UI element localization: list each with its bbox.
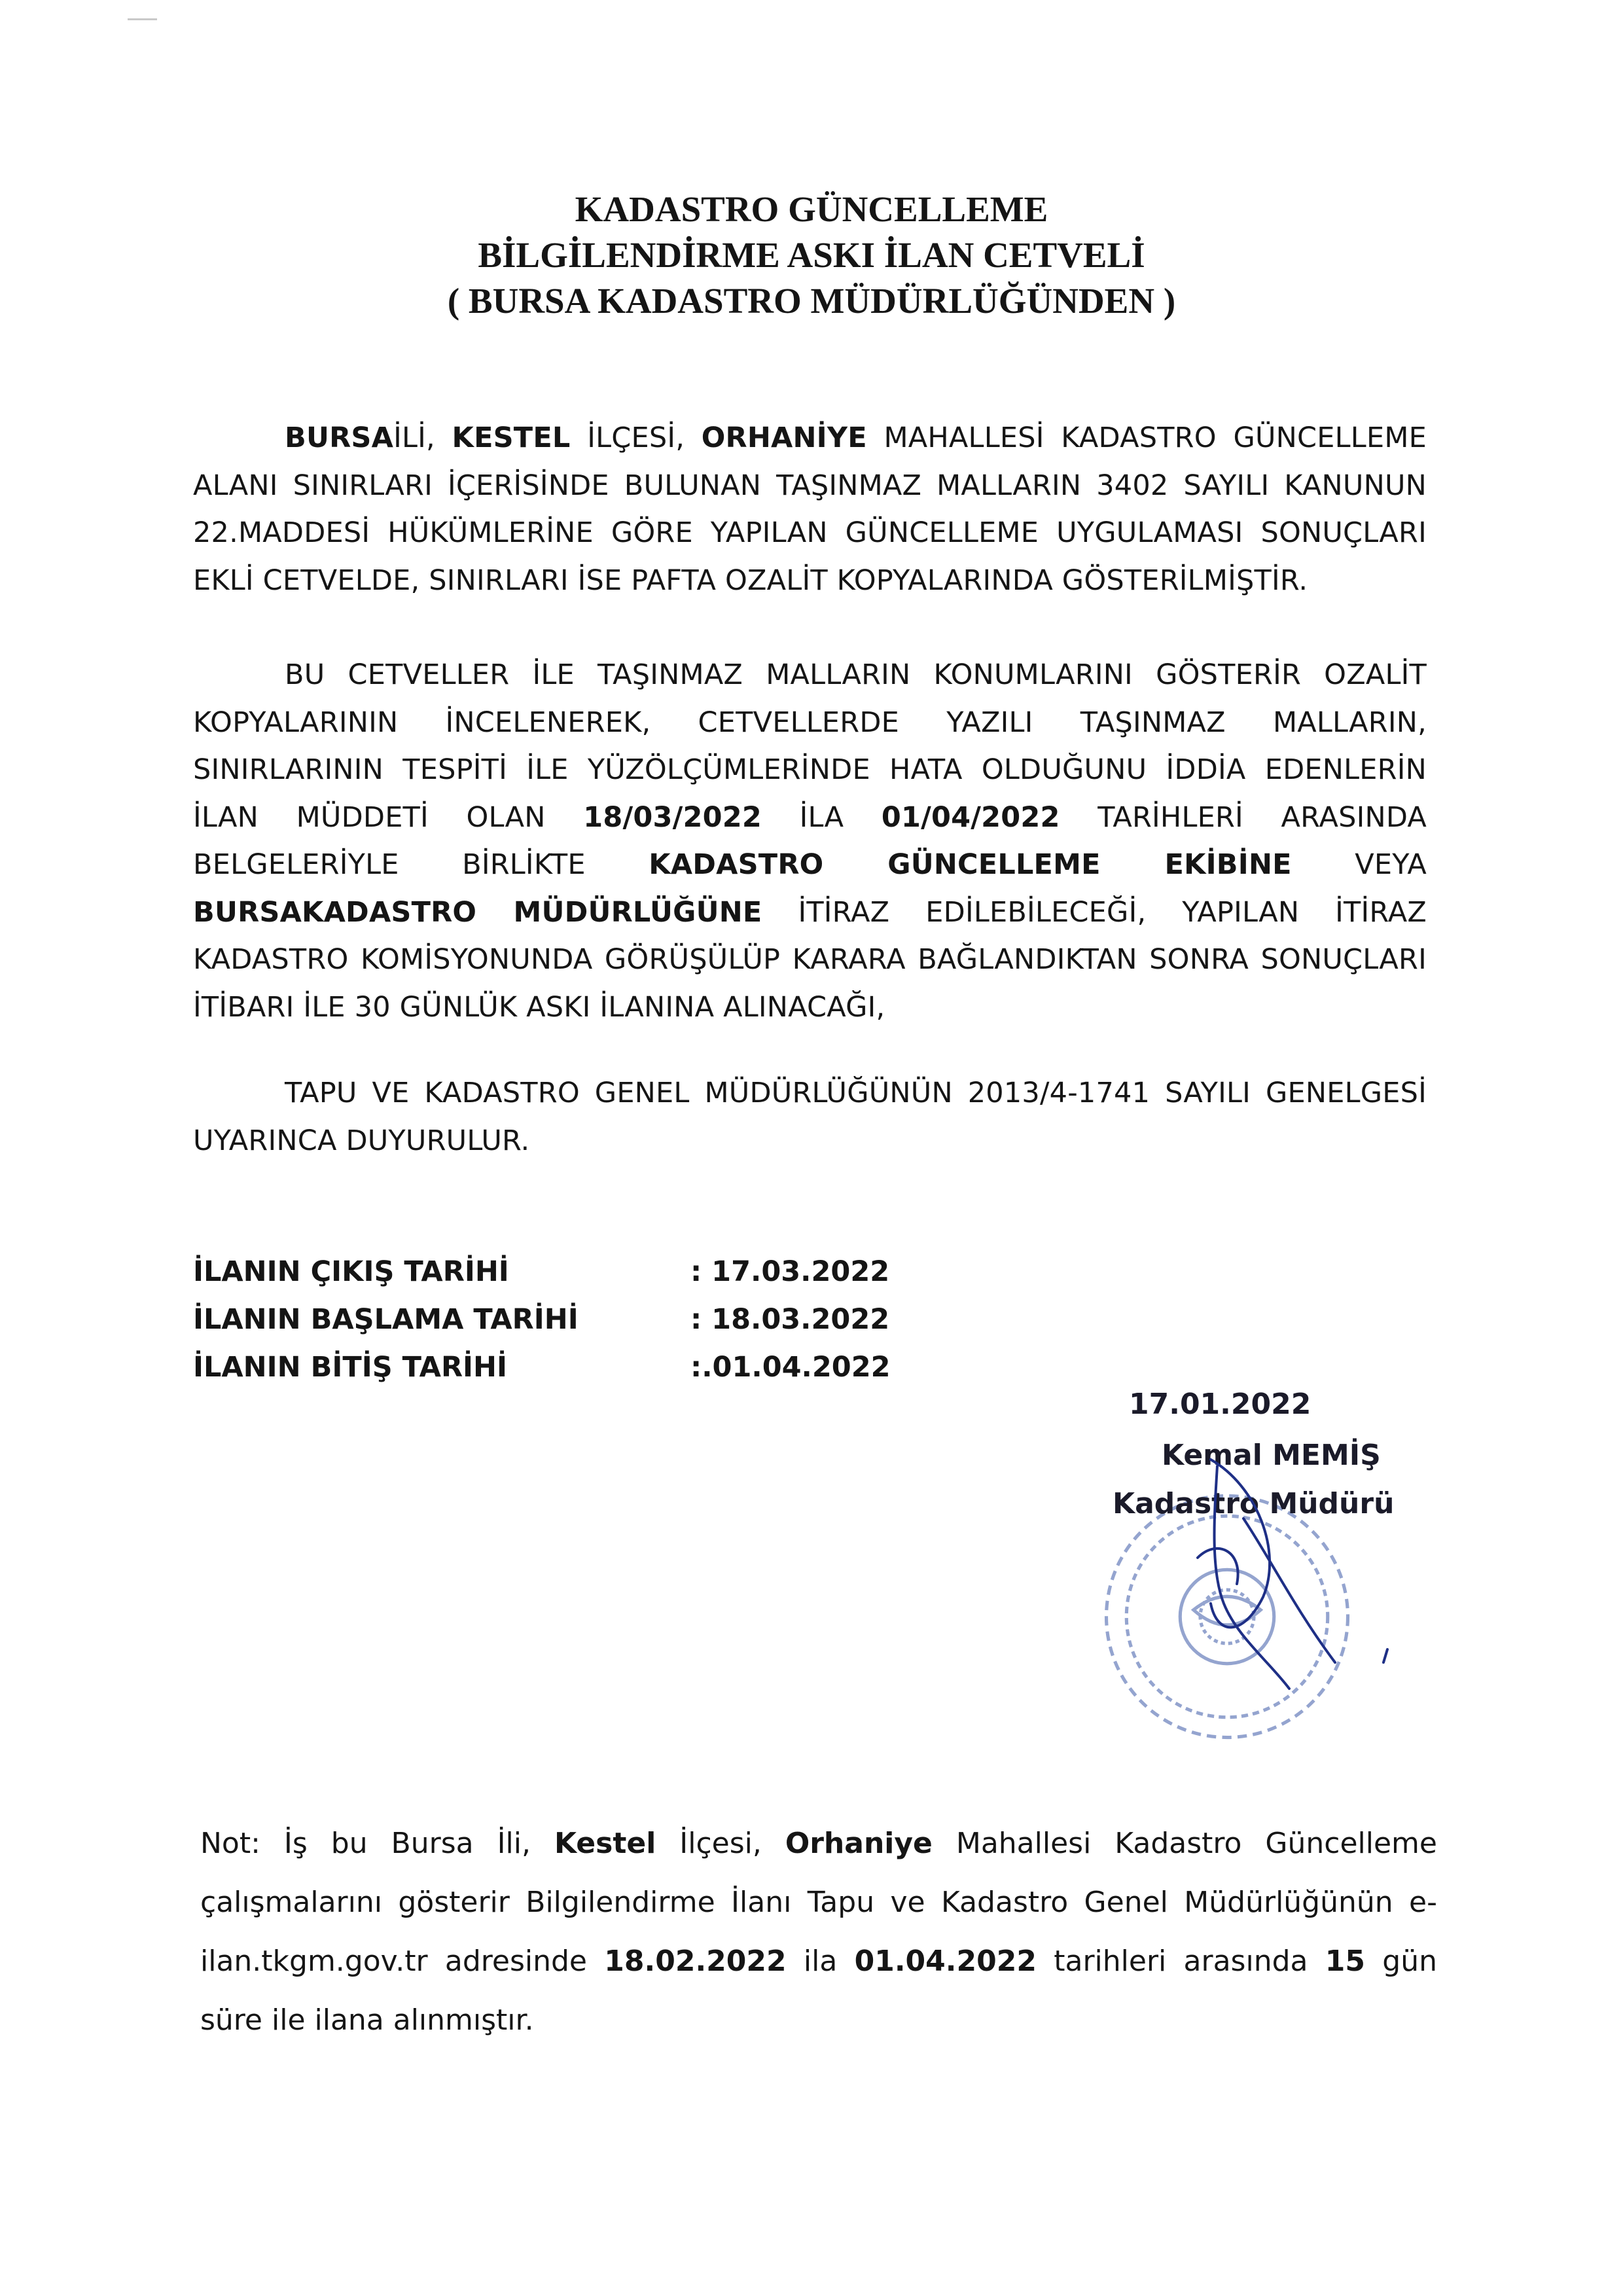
title-line-3: ( BURSA KADASTRO MÜDÜRLÜĞÜNDEN ) (447, 281, 1176, 321)
date-row-start (193, 1296, 891, 1344)
paragraph3-text: TAPU VE KADASTRO GENEL MÜDÜRLÜĞÜNÜN 2013/4-1741 SAYILI GENELGESİ UYARINCA DUYURULUR. (193, 1077, 1427, 1157)
date-label: İLANIN ÇIKIŞ TARİHİ (193, 1255, 509, 1288)
footnote (200, 1814, 1437, 2050)
signatory-name: Kemal MEMİŞ (1162, 1439, 1381, 1472)
signature-date: 17.01.2022 (1129, 1388, 1311, 1421)
note-end-date: 01.04.2022 (854, 1945, 1037, 1978)
paragraph1-text-2: İLÇESİ, (570, 422, 702, 454)
note-text-2: İlçesi, (656, 1827, 785, 1860)
paragraph2-text-3: TARİHLERİ ARASINDA BELGELERİYLE BİRLİKTE (193, 800, 1427, 881)
note-text-5: tarihleri arasında (1036, 1945, 1325, 1978)
paragraph2-text-4: VEYA (1291, 848, 1427, 881)
note-text-3: Mahallesi Kadastro Güncelleme çalışmalarını gösterir Bilgilendirme İlanı Tapu ve Kadastro Genel Müdürlüğünün e-ilan.tkgm.gov.tr adresinde (200, 1827, 1437, 1978)
date-value: : 18.03.2022 (690, 1303, 890, 1336)
handwritten-signature (1047, 1388, 1414, 1715)
announcement-dates (193, 1248, 891, 1391)
signatory-title: Kadastro Müdürü (1113, 1487, 1395, 1520)
title-line-2: BİLGİLENDİRME ASKI İLAN CETVELİ (478, 235, 1145, 275)
note-text-1: Not: İş bu Bursa İli, (200, 1827, 554, 1860)
title-line-1: KADASTRO GÜNCELLEME (575, 189, 1048, 229)
district-name: KESTEL (452, 422, 571, 454)
paragraph1-text-3: MAHALLESİ KADASTRO GÜNCELLEME ALANI SINIRLARI İÇERİSİNDE BULUNAN TAŞINMAZ MALLARIN 3402 SAYILI KANUNUN 22.MADDESİ HÜKÜMLERİNE GÖRE YAPILAN GÜNCELLEME UYGULAMASI SONUÇLARI EKLİ CETVELDE, SINIRLARI İSE PAFTA OZALİT KOPYALARINDA GÖSTERİLMİŞTİR. (193, 422, 1427, 597)
paragraph2-text-5: İTİRAZ EDİLEBİLECEĞİ, YAPILAN İTİRAZ KADASTRO KOMİSYONUNDA GÖRÜŞÜLÜP KARARA BAĞLANDIKTAN SONRA SONUÇLARI İTİBARI İLE 30 GÜNLÜK ASKI İLANINA ALINACAĞI, (193, 895, 1427, 1024)
document-title (0, 187, 1623, 324)
paragraph2-text-1: BU CETVELLER İLE TAŞINMAZ MALLARIN KONUMLARINI GÖSTERİR OZALİT KOPYALARININ İNCELENEREK, CETVELLERDE YAZILI TAŞINMAZ MALLARIN, SINIRLARININ TESPİTİ İLE YÜZÖLÇÜMLERİNDE HATA OLDUĞUNU İDDİA EDENLERİN İLAN MÜDDETİ OLAN (193, 658, 1427, 834)
paragraph1-text-1: İLİ, (393, 422, 452, 454)
date-label: İLANIN BAŞLAMA TARİHİ (193, 1303, 579, 1336)
update-team-name: KADASTRO GÜNCELLEME EKİBİNE (649, 848, 1292, 881)
date-row-end (193, 1344, 891, 1391)
announcement-paragraph-3 (193, 1069, 1427, 1164)
date-label: İLANIN BİTİŞ TARİHİ (193, 1351, 508, 1384)
date-value: : 17.03.2022 (690, 1255, 890, 1288)
note-text-4: ila (786, 1945, 855, 1978)
announcement-paragraph-1 (193, 414, 1427, 604)
announcement-paragraph-2 (193, 651, 1427, 1031)
neighborhood-name: ORHANİYE (701, 422, 867, 454)
objection-start-date: 18/03/2022 (583, 800, 762, 834)
note-start-date: 18.02.2022 (604, 1945, 787, 1978)
office-name: BURSAKADASTRO MÜDÜRLÜĞÜNE (193, 895, 762, 929)
paragraph2-text-2: İLA (762, 800, 882, 834)
signature-block (1047, 1388, 1414, 1715)
date-value: :.01.04.2022 (690, 1351, 891, 1384)
objection-end-date: 01/04/2022 (881, 800, 1060, 834)
note-district: Kestel (554, 1827, 656, 1860)
note-neighborhood: Orhaniye (785, 1827, 933, 1860)
note-days: 15 (1325, 1945, 1365, 1978)
scan-edge-mark (128, 18, 157, 20)
date-row-issue (193, 1248, 891, 1296)
province-name: BURSA (285, 422, 394, 454)
note-text-6: gün süre ile ilana alınmıştır. (200, 1945, 1437, 2037)
